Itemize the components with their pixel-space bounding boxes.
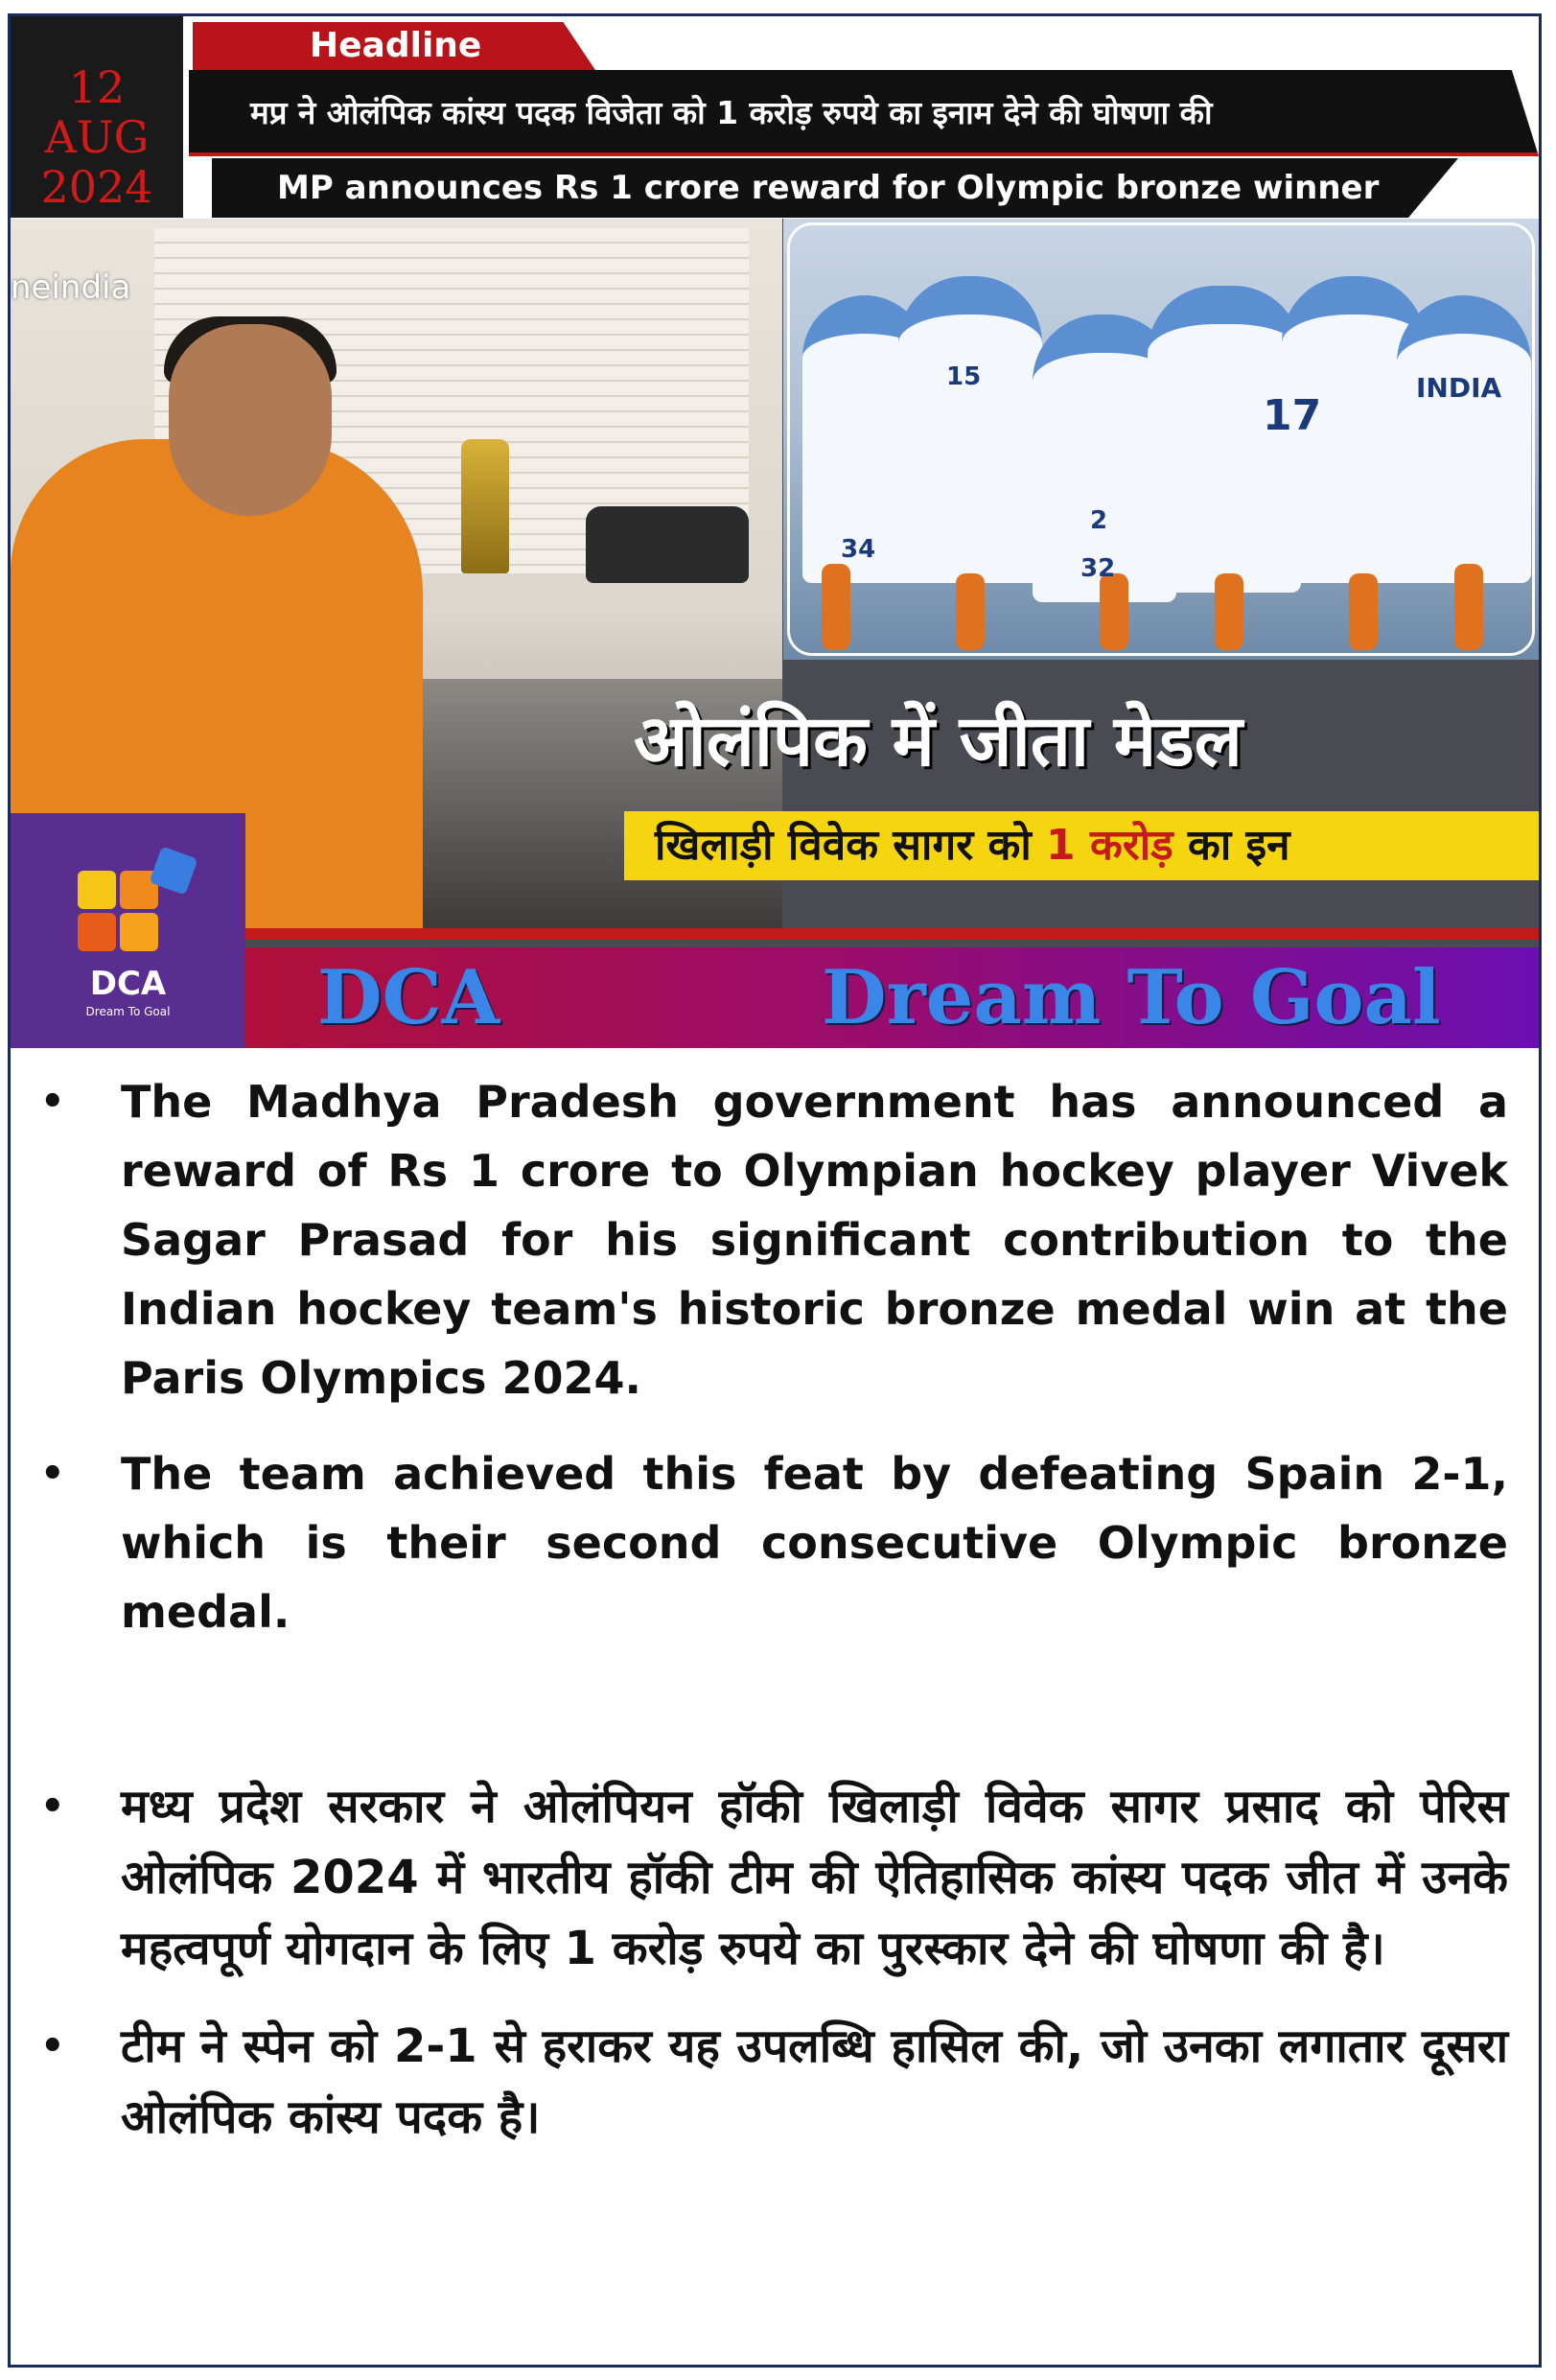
- headline-label: Headline: [310, 26, 482, 65]
- article-body: [36, 1067, 1508, 2180]
- bullet-item-hindi: [36, 1771, 1508, 1984]
- bullet-icon: •: [40, 2024, 65, 2068]
- jersey-number: 17: [1263, 391, 1322, 440]
- divider-bar: [245, 928, 1539, 940]
- bullet-text: The Madhya Pradesh government has announced a reward of Rs 1 crore to Olympian hockey player Vivek Sagar Prasad for his significant contribution to the Indian hockey team's historic bronze medal win at the Paris Olympics 2024.: [121, 1076, 1508, 1404]
- header: [11, 16, 1539, 218]
- jersey-number: 15: [946, 362, 982, 391]
- bullet-text: The team achieved this feat by defeating Spain 2-1, which is their second consecutive Olympic bronze medal.: [121, 1448, 1508, 1638]
- overlay-sub-text: खिलाड़ी विवेक सागर को: [655, 821, 1047, 870]
- headline-hindi: मप्र ने ओलंपिक कांस्य पदक विजेता को 1 करोड़ रुपये का इनाम देने की घोषणा की: [250, 94, 1213, 131]
- overlay-subtitle: [655, 811, 1290, 880]
- overlay-sub-text-end: का इन: [1173, 821, 1290, 870]
- news-photo: [11, 219, 1539, 1048]
- date-block: [11, 62, 183, 212]
- hockey-photo-frame: [787, 222, 1535, 656]
- date-panel: [11, 16, 183, 218]
- bullet-icon: •: [40, 1785, 65, 1829]
- section-gap: [36, 1673, 1508, 1771]
- jersey-number: 34: [841, 535, 876, 564]
- date-month: AUG: [44, 111, 150, 163]
- puzzle-piece-icon: [120, 913, 158, 951]
- overlay-title: ओलंपिक में जीता मेडल: [634, 700, 1242, 782]
- logo-text: DCA: [89, 965, 167, 1003]
- bullet-text: टीम ने स्पेन को 2-1 से हराकर यह उपलब्धि हासिल की, जो उनका लगातार दूसरा ओलंपिक कांस्य पदक है।: [121, 2019, 1508, 2144]
- desk-phone: [586, 506, 749, 583]
- logo-tagline: Dream To Goal: [85, 1005, 171, 1018]
- bullet-item-hindi: [36, 2011, 1508, 2153]
- trophy: [461, 439, 509, 573]
- bullet-icon: •: [40, 1080, 65, 1124]
- puzzle-piece-icon: [78, 871, 116, 909]
- bullet-item-english: [36, 1439, 1508, 1646]
- banner-dca: DCA: [317, 954, 500, 1041]
- headline-english: MP announces Rs 1 crore reward for Olympic bronze winner: [277, 169, 1380, 207]
- date-day: 12: [68, 61, 126, 113]
- bullet-item-english: [36, 1067, 1508, 1412]
- watermark: neindia: [11, 268, 131, 307]
- bullet-icon: •: [40, 1452, 65, 1496]
- date-year: 2024: [40, 161, 153, 213]
- banner-slogan: Dream To Goal: [822, 954, 1441, 1041]
- jersey-number: 32: [1080, 554, 1116, 583]
- jersey-text: INDIA: [1416, 372, 1502, 404]
- man-head: [169, 324, 332, 516]
- bullet-text: मध्य प्रदेश सरकार ने ओलंपियन हॉकी खिलाड़ी विवेक सागर प्रसाद को पेरिस ओलंपिक 2024 में भारतीय हॉकी टीम की ऐतिहासिक कांस्य पदक जीत में उनके महत्वपूर्ण योगदान के लिए 1 करोड़ रुपये का पुरस्कार देने की घोषणा की है।: [121, 1780, 1508, 1975]
- puzzle-piece-icon: [78, 913, 116, 951]
- jersey-number: 2: [1090, 506, 1108, 535]
- overlay-sub-highlight: 1 करोड़: [1046, 821, 1173, 870]
